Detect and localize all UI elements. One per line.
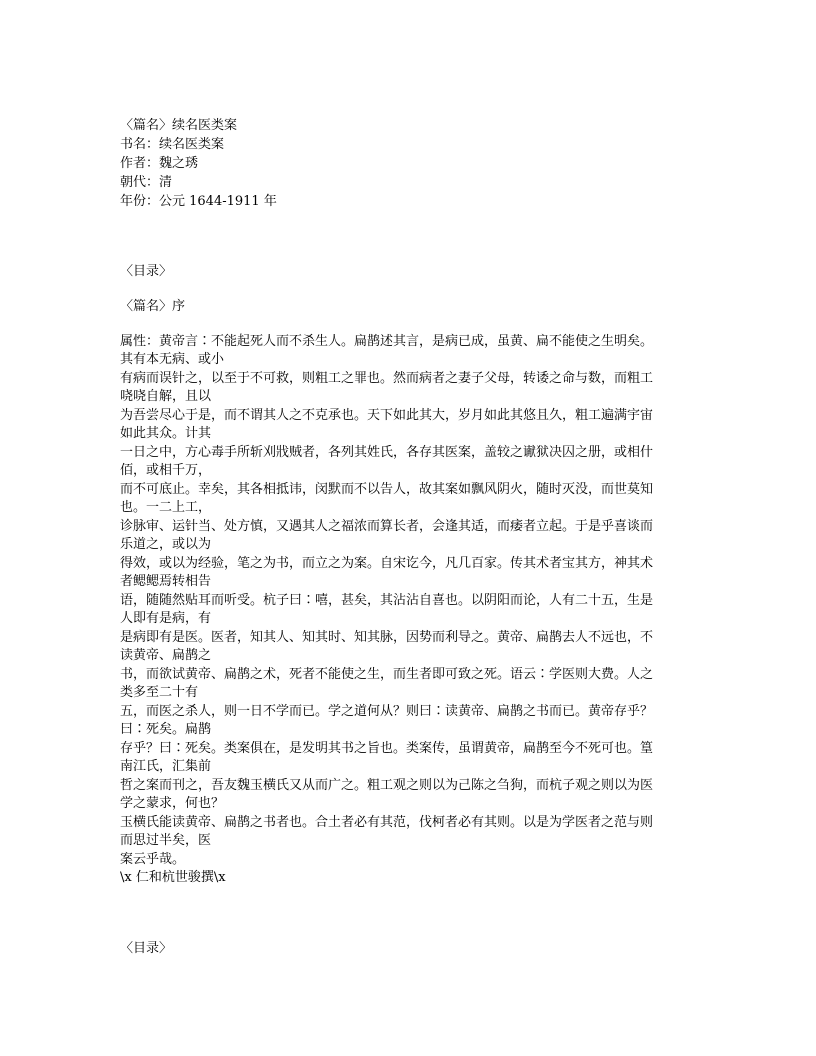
preface-line: 读黄帝、扁鹊之 — [120, 648, 212, 663]
chapter-heading: 〈篇名〉续名医类案 — [120, 118, 238, 133]
preface-line: 也。一二上工， — [120, 500, 212, 515]
toc-label: 〈目录〉 — [120, 941, 173, 956]
preface-line: 哓哓自解，且以 — [120, 389, 212, 404]
preface-line: 案云乎哉。 — [120, 852, 186, 867]
author-line: 作者：魏之琇 — [120, 156, 199, 171]
book-title: 书名：续名医类案 — [120, 137, 225, 152]
preface-line: 五，而医之杀人，则一日不学而已。学之道何从？则曰∶读黄帝、扁鹊之书而已。黄帝存乎？ — [120, 704, 654, 719]
preface-line: 而思过半矣，医 — [120, 833, 212, 848]
preface-line: 书，而欲试黄帝、扁鹊之术，死者不能使之生，而生者即可致之死。语云∶学医则大费。人之 — [120, 667, 654, 682]
preface-line: 一日之中，方心毒手所斩刈戕贼者，各列其姓氏，各存其医案，盖较之谳狱决囚之册，或相什 — [120, 445, 654, 460]
preface-line: 有病而误针之，以至于不可救，则粗工之罪也。然而病者之妻子父母，转诿之命与数，而粗工 — [120, 371, 654, 386]
preface-line: 语，随随然贴耳而听受。杭子曰∶嘻，甚矣，其沾沾自喜也。以阴阳而论，人有二十五，生是 — [120, 593, 654, 608]
preface-line: 存乎？曰∶死矣。类案俱在，是发明其书之旨也。类案传，虽谓黄帝，扁鹊至今不死可也。篁 — [120, 741, 654, 756]
preface-line: 哲之案而刊之，吾友魏玉横氏又从而广之。粗工观之则以为己陈之刍狗，而杭子观之则以为医 — [120, 778, 654, 793]
toc-label: 〈目录〉 — [120, 264, 173, 279]
preface-line: 曰∶死矣。扁鹊 — [120, 722, 212, 737]
years-line: 年份：公元 1644-1911 年 — [120, 194, 277, 209]
preface-line: 其有本无病、或小 — [120, 352, 225, 367]
preface-line: 如此其众。计其 — [120, 426, 212, 441]
preface-line: 学之蒙求，何也？ — [120, 796, 225, 811]
preface-line: 得效，或以为经验，笔之为书，而立之为案。自宋讫今，凡几百家。传其术者宝其方，神其术 — [120, 556, 654, 571]
preface-line: 乐道之，或以为 — [120, 537, 212, 552]
author-signature: \x 仁和杭世骏撰\x — [120, 870, 226, 885]
preface-line: 是病即有是医。医者，知其人、知其时、知其脉，因势而利导之。黄帝、扁鹊去人不远也，不 — [120, 630, 654, 645]
dynasty-line: 朝代：清 — [120, 175, 173, 190]
preface-line: 类多至二十有 — [120, 685, 199, 700]
preface-line: 为吾尝尽心于是，而不谓其人之不克承也。天下如此其大，岁月如此其悠且久，粗工遍满宇宙 — [120, 408, 654, 423]
preface-line: 而不可底止。幸矣，其各相抵讳，闵默而不以告人，故其案如飘风阴火，随时灭没，而世莫知 — [120, 482, 654, 497]
preface-line: 玉横氏能读黄帝、扁鹊之书者也。合土者必有其范，伐柯者必有其则。以是为学医者之范与则 — [120, 815, 654, 830]
preface-line: 者鳃鳃焉转相告 — [120, 574, 212, 589]
preface-line: 佰，或相千万， — [120, 463, 212, 478]
preface-line: 人即有是病，有 — [120, 611, 212, 626]
section-title: 〈篇名〉序 — [120, 299, 186, 314]
preface-line: 属性：黄帝言∶不能起死人而不杀生人。扁鹊述其言，是病已成，虽黄、扁不能使之生明矣。 — [120, 334, 654, 349]
preface-line: 诊脉审、运针当、处方慎，又遇其人之福浓而算长者，会逢其适，而痿者立起。于是乎喜谈而 — [120, 519, 654, 534]
preface-line: 南江氏，汇集前 — [120, 759, 212, 774]
